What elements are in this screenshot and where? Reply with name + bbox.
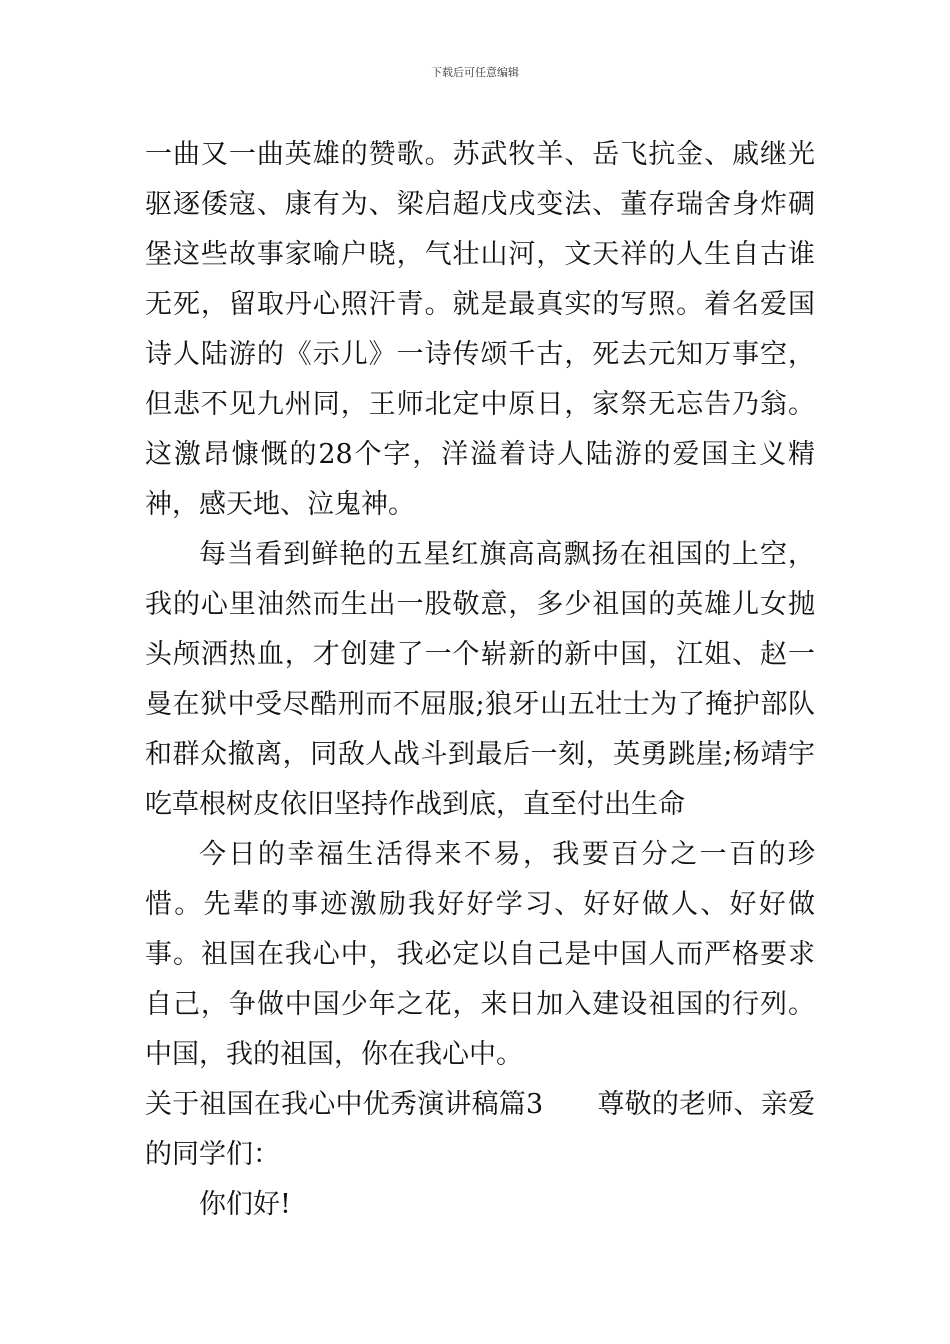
page-header: 下载后可任意编辑 [431,66,519,79]
paragraph-1: 一曲又一曲英雄的赞歌。苏武牧羊、岳飞抗金、戚继光驱逐倭寇、康有为、梁启超戊戌变法、董存瑞舍身炸碉堡这些故事家喻户晓，气壮山河，文天祥的人生自古谁无死，留取丹心照汗青。就是最真实的写照。着名爱国诗人陆游的《示儿》一诗传颂千古，死去元知万事空，但悲不见九州同，王师北定中原日，家祭无忘告乃翁。这激昂慷慨的28个字，洋溢着诗人陆游的爱国主义精神，感天地、泣鬼神。 [145,139,815,520]
speech-salutation: 尊敬的老师、亲爱的同学们： [145,1089,815,1170]
speech-title: 关于祖国在我心中优秀演讲稿篇3 [145,1089,544,1120]
document-body [145,130,815,1230]
speech-heading-line [145,1080,815,1180]
paragraph-2: 每当看到鲜艳的五星红旗高高飘扬在祖国的上空，我的心里油然而生出一股敬意，多少祖国的英雄儿女抛头颅洒热血，才创建了一个崭新的新中国，江姐、赵一曼在狱中受尽酷刑而不屈服;狼牙山五壮士为了掩护部队和群众撤离，同敌人战斗到最后一刻，英勇跳崖;杨靖宇吃草根树皮依旧坚持作战到底，直至付出生命 [145,539,815,820]
paragraph-3: 今日的幸福生活得来不易，我要百分之一百的珍惜。先辈的事迹激励我好好学习、好好做人、好好做事。祖国在我心中，我必定以自己是中国人而严格要求自己，争做中国少年之花，来日加入建设祖国的行列。中国，我的祖国，你在我心中。 [145,839,815,1070]
paragraph-greeting: 你们好! [199,1189,291,1220]
